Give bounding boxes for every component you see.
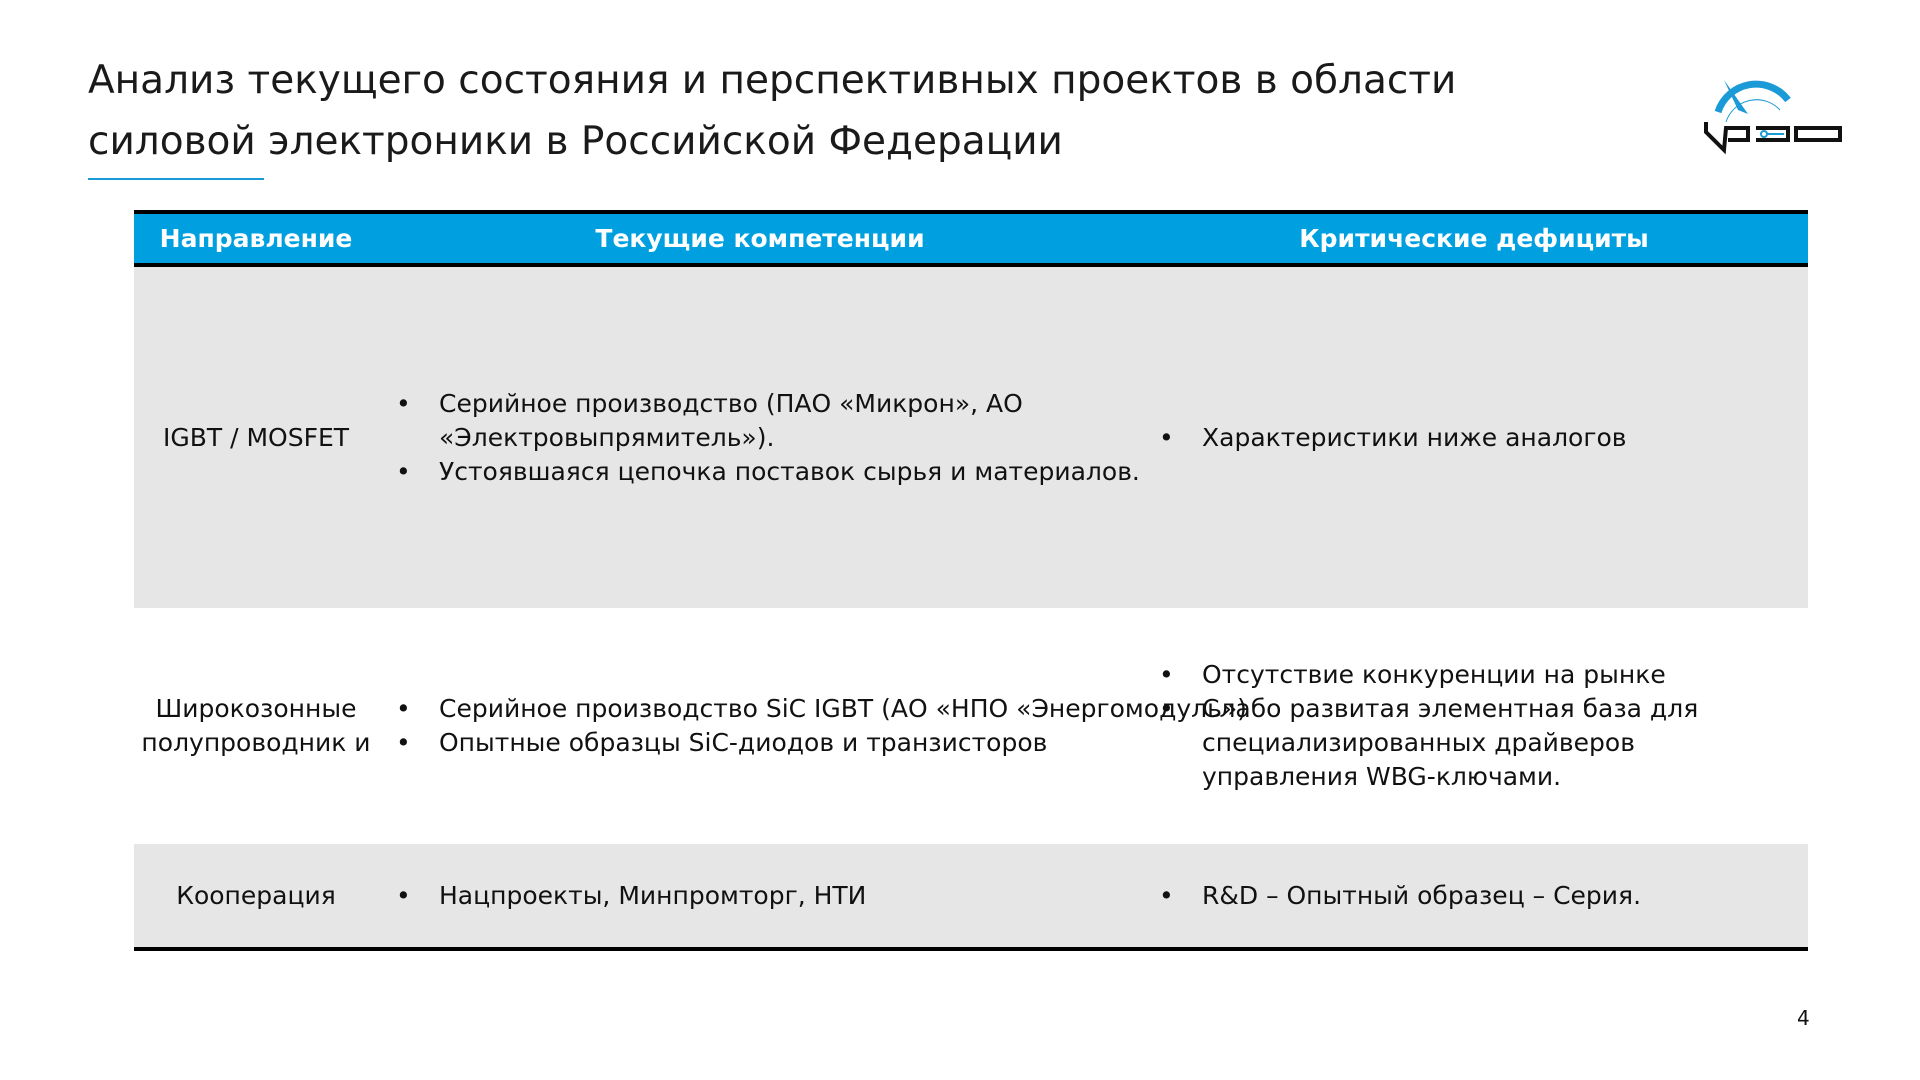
list-item: • Характеристики ниже аналогов — [1159, 421, 1799, 455]
table-row — [134, 608, 1808, 844]
list-item: • Серийное производство (ПАО «Микрон», АО «Электровыпрямитель»). — [396, 387, 1276, 455]
competencies-cell — [396, 879, 1276, 913]
direction-cell: Широкозонные полупроводник и — [141, 694, 371, 757]
title-line-1: Анализ текущего состояния и перспективных проектов в области — [88, 58, 1457, 103]
direction-cell: Кооперация — [176, 880, 336, 910]
table-row — [134, 267, 1808, 608]
list-item: • Нацпроекты, Минпромторг, НТИ — [396, 879, 1276, 913]
deficits-cell — [1159, 879, 1799, 913]
header-direction: Направление — [159, 224, 353, 253]
page-number: 4 — [1797, 1006, 1810, 1030]
list-item: • Устоявшаяся цепочка поставок сырья и материалов. — [396, 455, 1276, 489]
header-competencies: Текущие компетенции — [595, 224, 925, 253]
deficits-cell — [1159, 421, 1799, 455]
table-bottom-rule — [134, 947, 1808, 951]
list-item: • Серийное производство SiC IGBT (АО «НПО «Энергомодуль») — [396, 692, 1276, 726]
table-header — [134, 210, 1808, 267]
title-underline — [88, 178, 264, 180]
title-line-2: силовой электроники в Российской Федерации — [88, 119, 1063, 164]
reo-logo-icon — [1700, 70, 1850, 160]
slide-title — [88, 50, 1638, 172]
list-item: • R&D – Опытный образец – Серия. — [1159, 879, 1799, 913]
deficits-cell — [1159, 658, 1719, 794]
competencies-cell — [396, 387, 1276, 489]
list-item: • Отсутствие конкуренции на рынке — [1159, 658, 1719, 692]
table-row — [134, 844, 1808, 947]
competencies-table — [134, 210, 1808, 951]
header-deficits: Критические дефициты — [1299, 224, 1649, 253]
competencies-cell — [396, 692, 1276, 760]
direction-cell: IGBT / MOSFET — [162, 422, 350, 452]
list-item: • Слабо развитая элементная база для специализированных драйверов управления WBG-ключами. — [1159, 692, 1719, 794]
list-item: • Опытные образцы SiC-диодов и транзисторов — [396, 726, 1276, 760]
